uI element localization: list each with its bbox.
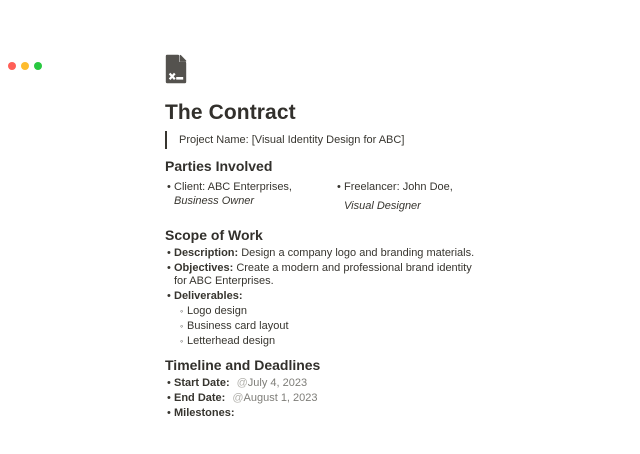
- page-icon[interactable]: [165, 54, 187, 84]
- client-column: [165, 181, 335, 215]
- minimize-button[interactable]: [21, 62, 29, 70]
- client-name: Client: ABC Enterprises,: [174, 181, 292, 193]
- freelancer-column: [335, 181, 485, 215]
- list-item-letterhead: [178, 335, 485, 348]
- at-symbol: @: [236, 377, 248, 389]
- scope-list: [165, 247, 485, 303]
- list-item-client: [165, 181, 335, 208]
- deliverable-text: Logo design: [187, 305, 247, 317]
- description-text: Design a company logo and branding materials.: [241, 247, 475, 259]
- objectives-label: Objectives:: [174, 262, 234, 274]
- heading-scope-of-work: Scope of Work: [165, 227, 263, 243]
- bullet-icon: •: [167, 181, 171, 193]
- end-date-value: August 1, 2023: [243, 392, 318, 404]
- start-date-label: Start Date:: [174, 377, 230, 389]
- at-symbol: @: [232, 392, 244, 404]
- bullet-icon: •: [167, 247, 171, 259]
- list-item-milestones: [165, 407, 485, 420]
- window-controls: [8, 62, 42, 70]
- page-title: The Contract: [165, 101, 296, 124]
- end-date-mention[interactable]: [232, 392, 317, 404]
- timeline-list: [165, 377, 485, 420]
- list-item-freelancer: [335, 181, 485, 213]
- start-date-value: July 4, 2023: [247, 377, 308, 389]
- bullet-icon: •: [337, 181, 341, 193]
- document-body: [165, 54, 485, 420]
- open-bullet-icon: ◦: [180, 306, 184, 316]
- list-item-logo-design: [178, 305, 485, 318]
- list-item-business-card: [178, 320, 485, 333]
- quote-block: Project Name: [Visual Identity Design for ABC]: [165, 131, 485, 149]
- list-item-deliverables: [165, 290, 485, 303]
- heading-timeline-deadlines: Timeline and Deadlines: [165, 357, 321, 373]
- close-button[interactable]: [8, 62, 16, 70]
- client-role: Business Owner: [174, 195, 255, 207]
- bullet-icon: •: [167, 262, 171, 274]
- parties-columns: [165, 181, 485, 215]
- zoom-button[interactable]: [34, 62, 42, 70]
- freelancer-name: Freelancer: John Doe,: [344, 181, 453, 193]
- bullet-icon: •: [167, 407, 171, 419]
- bullet-icon: •: [167, 290, 171, 302]
- list-item-objectives: [165, 262, 485, 288]
- contract-document-icon: [165, 54, 187, 84]
- milestones-label: Milestones:: [174, 407, 235, 419]
- deliverables-label: Deliverables:: [174, 290, 243, 302]
- bullet-icon: •: [167, 392, 171, 404]
- list-item-start-date: [165, 377, 485, 390]
- objectives-text: Create a modern and professional brand identity for ABC Enterprises.: [174, 262, 472, 287]
- deliverables-sublist: [178, 305, 485, 348]
- bullet-icon: •: [167, 377, 171, 389]
- end-date-label: End Date:: [174, 392, 226, 404]
- open-bullet-icon: ◦: [180, 336, 184, 346]
- list-item-end-date: [165, 392, 485, 405]
- deliverable-text: Business card layout: [187, 320, 289, 332]
- deliverable-text: Letterhead design: [187, 335, 276, 347]
- open-bullet-icon: ◦: [180, 321, 184, 331]
- description-label: Description:: [174, 247, 239, 259]
- freelancer-role: Visual Designer: [344, 200, 421, 212]
- heading-parties-involved: Parties Involved: [165, 158, 273, 174]
- list-item-description: [165, 247, 485, 260]
- start-date-mention[interactable]: [237, 377, 308, 389]
